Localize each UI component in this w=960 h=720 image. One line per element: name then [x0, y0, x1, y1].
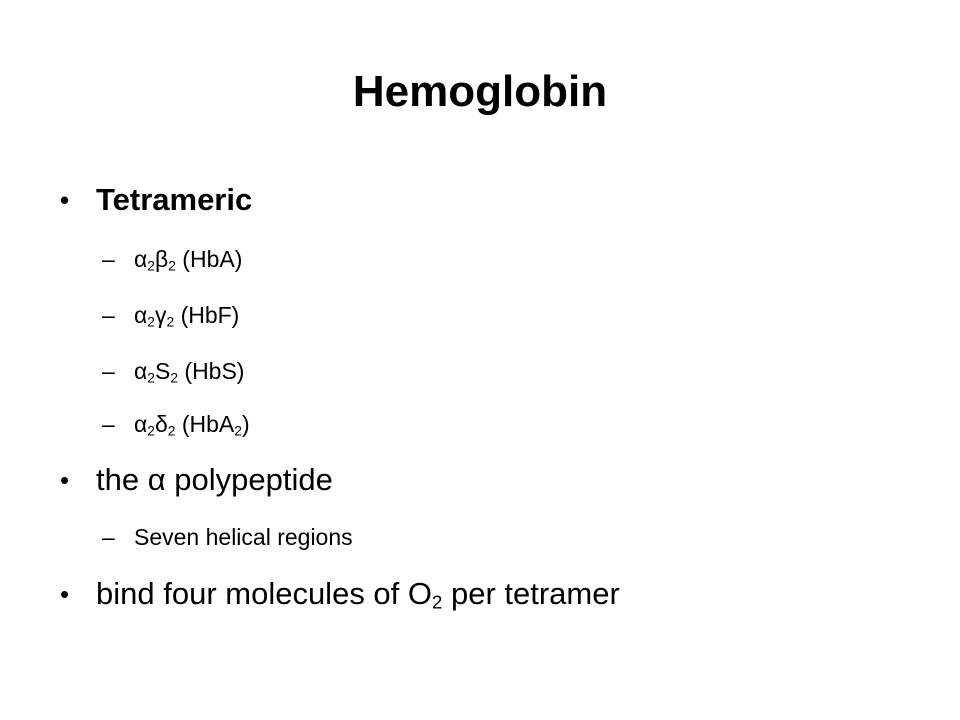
bullet-icon: •	[60, 579, 70, 609]
subunit-symbol: α	[134, 358, 148, 384]
bullet-icon: •	[60, 185, 70, 215]
bullet-tetrameric	[60, 180, 253, 220]
subscript: 2	[432, 591, 443, 613]
subunit-symbol: S	[154, 358, 171, 384]
subscript: 2	[147, 314, 155, 330]
bullet-bind-oxygen	[60, 574, 620, 614]
dash-icon: –	[102, 358, 115, 384]
dash-icon: –	[102, 411, 115, 437]
bullet-text: the α polypeptide	[96, 462, 333, 497]
subscript: 2	[147, 258, 155, 274]
subitem-helical-regions	[102, 522, 353, 552]
subitem-hba2	[102, 409, 250, 439]
hemoglobin-type-close: )	[241, 411, 250, 437]
subitem-hbf	[102, 300, 240, 330]
subscript: 2	[147, 423, 155, 439]
subitem-text: Seven helical regions	[134, 524, 353, 550]
dash-icon: –	[102, 524, 115, 550]
subunit-symbol: δ	[154, 411, 168, 437]
hemoglobin-type: (HbF)	[180, 302, 240, 328]
subunit-symbol: α	[134, 302, 148, 328]
dash-icon: –	[102, 302, 115, 328]
subitem-hbs	[102, 356, 245, 386]
subitem-hba	[102, 244, 243, 274]
bullet-icon: •	[60, 465, 70, 495]
bullet-text-before: bind four molecules of O	[96, 576, 433, 611]
subscript: 2	[166, 314, 175, 330]
bullet-alpha-polypeptide	[60, 460, 333, 500]
subscript: 2	[234, 423, 242, 439]
hemoglobin-type-open: (HbA	[181, 411, 235, 437]
subunit-symbol: α	[134, 411, 148, 437]
dash-icon: –	[102, 246, 115, 272]
subunit-symbol: γ	[154, 302, 167, 328]
subunit-symbol: α	[134, 246, 148, 272]
bullet-text	[96, 576, 620, 611]
subscript: 2	[147, 370, 155, 386]
hemoglobin-type	[182, 411, 250, 437]
bullet-text-after: per tetramer	[442, 576, 620, 611]
subscript: 2	[168, 258, 176, 274]
subscript: 2	[167, 423, 176, 439]
hemoglobin-type: (HbS)	[184, 358, 245, 384]
bullet-text: Tetrameric	[96, 182, 253, 217]
hemoglobin-type: (HbA)	[182, 246, 243, 272]
subscript: 2	[170, 370, 179, 386]
subunit-symbol: β	[154, 246, 169, 272]
slide-title: Hemoglobin	[352, 67, 608, 116]
